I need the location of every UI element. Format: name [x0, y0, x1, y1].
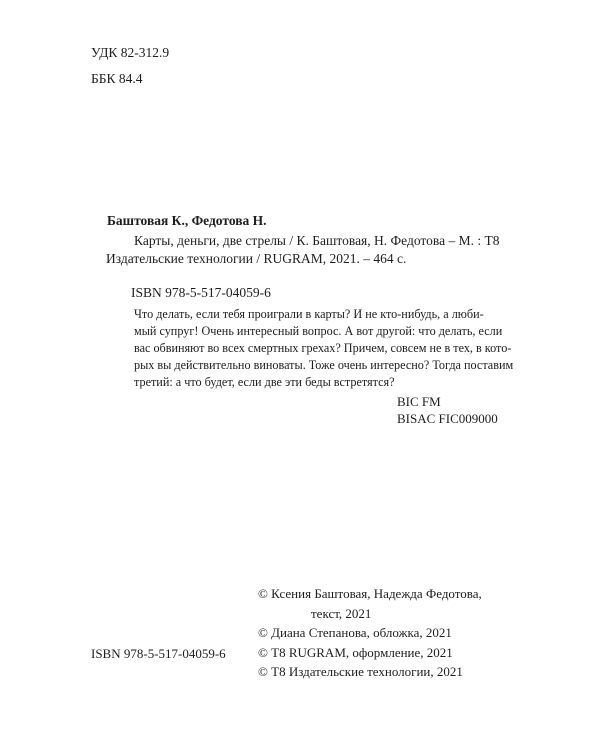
annotation-line: вас обвиняют во всех смертных грехах? Причем, совсем не в тех, в кото-	[134, 341, 512, 355]
bic-code: BIC FM	[397, 394, 441, 409]
authors-heading: Баштовая К., Федотова Н.	[107, 213, 267, 228]
isbn-footer: ISBN 978-5-517-04059-6	[91, 646, 226, 661]
bibliographic-line-2: Издательские технологии / RUGRAM, 2021. – 464 с.	[106, 251, 407, 266]
isbn-main: ISBN 978-5-517-04059-6	[131, 285, 271, 300]
copyright-block	[258, 584, 482, 682]
annotation-line: Что делать, если тебя проиграли в карты? И не кто-нибудь, а люби-	[134, 307, 484, 321]
copyright-line: текст, 2021	[311, 605, 372, 621]
udk-code: УДК 82-312.9	[91, 45, 170, 60]
bbk-code: ББК 84.4	[91, 71, 143, 86]
copyright-line: © Диана Степанова, обложка, 2021	[258, 625, 452, 640]
annotation-line: мый супруг! Очень интересный вопрос. А вот другой: что делать, если	[134, 324, 503, 338]
bibliographic-line-1: Карты, деньги, две стрелы / К. Баштовая, Н. Федотова – М. : Т8	[134, 233, 500, 248]
copyright-line: © Ксения Баштовая, Надежда Федотова,	[258, 586, 482, 601]
bisac-code: BISAC FIC009000	[397, 411, 498, 426]
annotation-line: рых вы действительно виноваты. Тоже очень интересно? Тогда поставим	[134, 358, 514, 372]
copyright-line: © Т8 Издательские технологии, 2021	[258, 664, 463, 679]
copyright-line: © Т8 RUGRAM, оформление, 2021	[258, 644, 453, 660]
annotation	[134, 306, 514, 391]
annotation-line: третий: а что будет, если две эти беды встретятся?	[134, 375, 395, 389]
